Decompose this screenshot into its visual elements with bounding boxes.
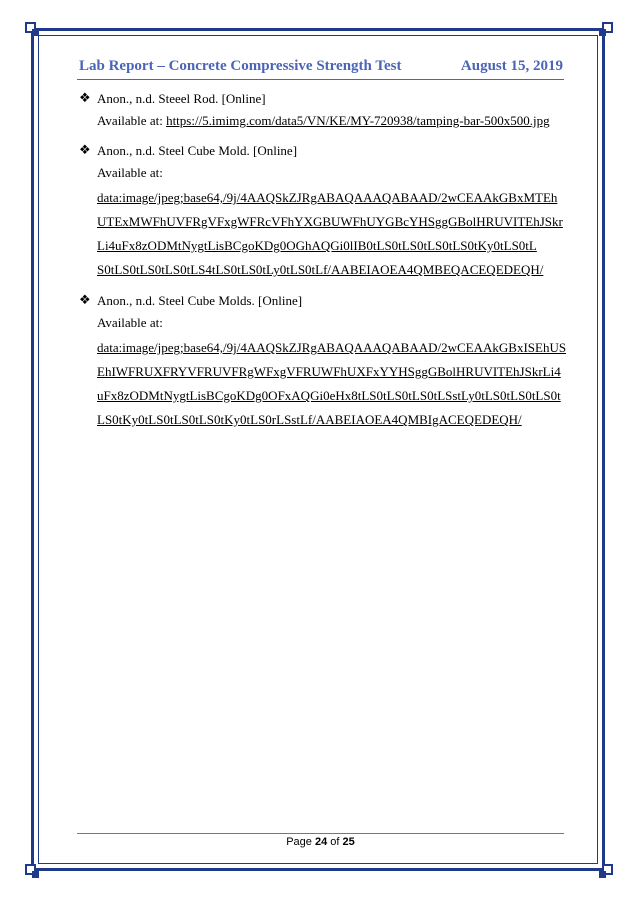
reference-link-line: data:image/jpeg;base64,/9j/4AAQSkZJRgABAQAAAQABAAD/2wCEAAkGBxMTEh (97, 190, 558, 205)
corner-ornament-icon (25, 22, 41, 38)
available-label: Available at: (97, 113, 163, 128)
reference-link-line: data:image/jpeg;base64,/9j/4AAQSkZJRgABAQAAAQABAAD/2wCEAAkGBxISEhUS (97, 340, 567, 355)
available-label: Available at: (97, 315, 163, 330)
header-divider (77, 79, 564, 80)
reference-link-line: EhIWFRUXFRYVFRUVFRgWFxgVFRUWFhUXFxYYHSggGBolHRUVITEhJSkrLi4 (97, 364, 561, 379)
reference-item (77, 140, 567, 282)
reference-link-line: LS0tKy0tLS0tLS0tLS0tKy0tLS0rLSstLf/AABEIAOEA4QMBIgACEQEDEQH/ (97, 412, 522, 427)
diamond-bullet-icon: ❖ (79, 91, 91, 106)
reference-list (77, 88, 567, 440)
page-footer (77, 836, 564, 848)
reference-link[interactable]: https://5.imimg.com/data5/VN/KE/MY-720938/tamping-bar-500x500.jpg (166, 113, 550, 128)
reference-link-line: uFx8zODMtNygtLisBCgoKDg0OFxAQGi0eHx8tLS0tLS0tLS0tLSstLy0tLS0tLS0tLS0t (97, 388, 561, 403)
page-of: of (330, 836, 340, 848)
reference-item (77, 290, 567, 432)
report-title: Lab Report – Concrete Compressive Strength Test (79, 58, 402, 74)
diamond-bullet-icon: ❖ (79, 293, 91, 308)
page-number: 24 (314, 836, 328, 848)
page-total: 25 (342, 836, 355, 848)
report-date: August 15, 2019 (460, 58, 563, 74)
reference-link[interactable] (97, 186, 567, 282)
page-prefix: Page (286, 836, 312, 848)
footer-divider (77, 833, 564, 834)
corner-ornament-icon (597, 22, 613, 38)
reference-citation: Anon., n.d. Steeel Rod. [Online] (97, 91, 266, 106)
reference-link-line: UTExMWFhUVFRgVFxgWFRcVFhYXGBUWFhUYGBcYHSggGBolHRUVITEhJSkr (97, 214, 563, 229)
diamond-bullet-icon: ❖ (79, 143, 91, 158)
reference-link[interactable] (97, 336, 567, 432)
page-header (79, 58, 563, 75)
corner-ornament-icon (597, 864, 613, 880)
reference-link-line: S0tLS0tLS0tLS0tLS4tLS0tLS0tLy0tLS0tLf/AABEIAOEA4QMBEQACEQEDEQH/ (97, 262, 544, 277)
reference-item (77, 88, 567, 132)
reference-link-line: Li4uFx8zODMtNygtLisBCgoKDg0OGhAQGi0lIB0tLS0tLS0tLS0tLS0tKy0tLS0tL (97, 238, 537, 253)
corner-ornament-icon (25, 864, 41, 880)
reference-available (97, 110, 567, 132)
reference-citation: Anon., n.d. Steel Cube Molds. [Online] (97, 293, 303, 308)
reference-citation: Anon., n.d. Steel Cube Mold. [Online] (97, 143, 298, 158)
available-label: Available at: (97, 165, 163, 180)
